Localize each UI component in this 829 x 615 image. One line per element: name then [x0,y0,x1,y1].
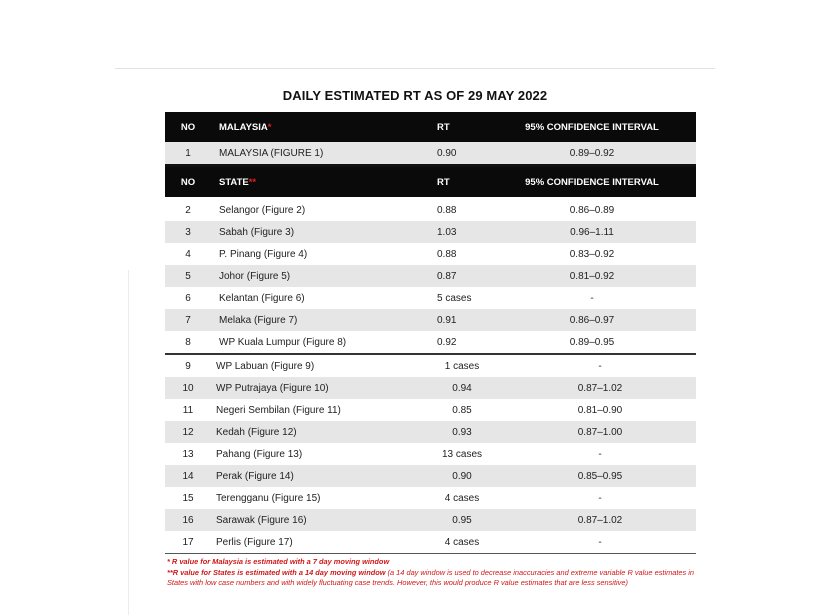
row-no: 17 [182,536,194,548]
row-rt: 0.87 [437,270,457,282]
header-malaysia [219,112,271,142]
table-row [165,142,696,164]
table-row [165,443,696,465]
table-row [165,355,696,377]
row-ci: 0.86–0.97 [569,314,615,326]
header-state-label: STATE [219,176,249,188]
row-no: 16 [182,514,194,526]
row-rt: 0.88 [437,248,457,260]
row-no: 8 [185,336,191,348]
row-ci: 0.85–0.95 [577,470,623,482]
header-malaysia-marker: * [267,121,272,133]
row-rt: 1 cases [444,360,480,372]
table-row [165,465,696,487]
table-row [165,377,696,399]
row-no: 1 [185,147,191,159]
row-rt: 0.85 [452,404,472,416]
row-ci: 0.96–1.11 [570,226,614,238]
footnote-states [167,568,697,589]
row-ci: 0.83–0.92 [569,248,615,260]
state-header-row [165,167,696,197]
table-row [165,531,696,553]
row-no: 10 [182,382,194,394]
row-no: 12 [182,426,194,438]
row-name: Sarawak (Figure 16) [216,514,307,526]
page-title: DAILY ESTIMATED RT AS OF 29 MAY 2022 [282,88,548,103]
row-name: Negeri Sembilan (Figure 11) [216,404,341,416]
row-ci: - [598,536,602,548]
footnote-malaysia: * R value for Malaysia is estimated with a 7 day moving window [167,557,390,566]
row-rt: 5 cases [437,292,472,304]
row-name: Perak (Figure 14) [216,470,294,482]
row-no: 4 [185,248,191,260]
row-no: 6 [185,292,191,304]
row-rt: 0.88 [437,204,457,216]
row-name: MALAYSIA (FIGURE 1) [219,147,324,159]
table-row [165,287,696,309]
row-name: Selangor (Figure 2) [219,204,306,216]
row-no: 7 [185,314,191,326]
row-rt: 0.94 [452,382,472,394]
footnote-states-text: (a 14 day window is used to decrease inaccuracies and extreme variable R value estimates in States with low case numbers and with widely fluctuating case trends. However, this would produce R value estimates that are less sensitive) [167,567,695,587]
row-name: P. Pinang (Figure 4) [219,248,308,260]
row-no: 14 [182,470,194,482]
row-rt: 0.91 [437,314,457,326]
row-no: 11 [182,404,194,416]
row-no: 13 [182,448,194,460]
row-name: Terengganu (Figure 15) [216,492,321,504]
table-row [165,265,696,287]
row-rt: 0.90 [452,470,472,482]
header-no: NO [180,176,196,188]
row-name: WP Putrajaya (Figure 10) [216,382,329,394]
row-name: Johor (Figure 5) [219,270,291,282]
row-ci: - [598,448,602,460]
row-rt: 0.93 [452,426,472,438]
row-name: Kelantan (Figure 6) [219,292,305,304]
header-state-marker: ** [248,176,257,188]
row-ci: - [590,292,594,304]
malaysia-header-row [165,112,696,142]
row-ci: - [598,492,602,504]
row-ci: 0.81–0.90 [577,404,623,416]
row-name: Pahang (Figure 13) [216,448,303,460]
row-name: Melaka (Figure 7) [219,314,298,326]
table-bottom-rule [165,553,696,554]
header-ci: 95% CONFIDENCE INTERVAL [525,121,659,133]
row-no: 2 [185,204,191,216]
row-no: 3 [185,226,191,238]
row-ci: 0.89–0.95 [569,336,615,348]
row-ci: 0.87–1.02 [577,514,623,526]
row-no: 5 [185,270,191,282]
header-rt: RT [437,176,450,188]
row-rt: 0.92 [437,336,457,348]
table-row [165,243,696,265]
table-row [165,221,696,243]
header-state [219,167,256,197]
row-ci: 0.87–1.02 [577,382,623,394]
table-row [165,309,696,331]
header-rt: RT [437,121,450,133]
row-ci: 0.87–1.00 [577,426,623,438]
left-edge-line [128,270,129,615]
table-row [165,509,696,531]
row-ci: 0.89–0.92 [569,147,615,159]
row-ci: - [598,360,602,372]
rt-table [165,112,696,554]
header-ci: 95% CONFIDENCE INTERVAL [525,176,659,188]
row-name: WP Kuala Lumpur (Figure 8) [219,336,347,348]
row-no: 15 [182,492,194,504]
footnote-states-bold: **R value for States is estimated with a 14 day moving window [167,567,386,577]
row-name: Sabah (Figure 3) [219,226,295,238]
row-rt: 0.90 [437,147,457,159]
row-ci: 0.86–0.89 [569,204,615,216]
row-rt: 4 cases [444,492,480,504]
row-rt: 13 cases [441,448,483,460]
table-row [165,421,696,443]
header-malaysia-label: MALAYSIA [219,121,268,133]
table-row [165,487,696,509]
table-row [165,399,696,421]
row-ci: 0.81–0.92 [569,270,615,282]
row-rt: 0.95 [452,514,472,526]
table-row [165,331,696,353]
row-name: Perlis (Figure 17) [216,536,293,548]
table-row [165,199,696,221]
header-no: NO [180,121,196,133]
row-rt: 1.03 [437,226,457,238]
row-rt: 4 cases [444,536,480,548]
top-divider [115,68,715,69]
row-no: 9 [185,360,191,372]
row-name: Kedah (Figure 12) [216,426,297,438]
row-name: WP Labuan (Figure 9) [216,360,315,372]
footnotes [167,557,697,589]
